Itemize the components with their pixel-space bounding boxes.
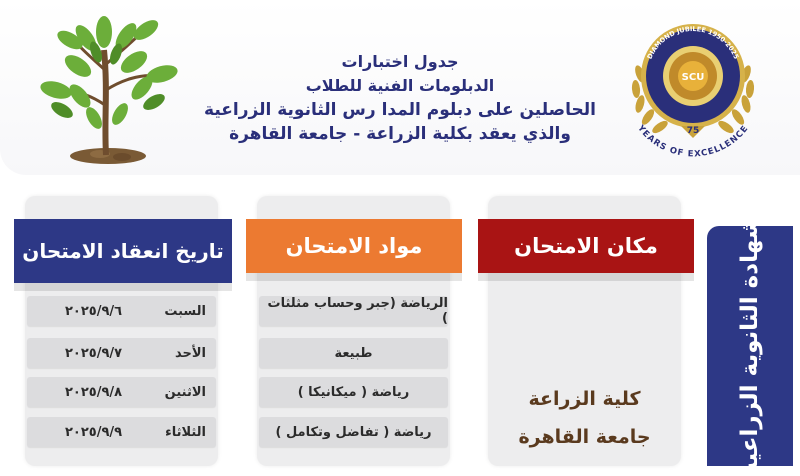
title-line-2: الدبلومات الفنية للطلاب bbox=[305, 76, 495, 95]
title-line-3: الحاصلين على دبلوم المدا رس الثانوية الزراعية bbox=[204, 100, 596, 120]
date-cell-day: الثلاثاء bbox=[165, 424, 206, 440]
date-cell-day: الاثنين bbox=[164, 384, 206, 400]
logo-tagline: YEARS OF EXCELLENCE bbox=[635, 123, 751, 160]
certificate-label-wrap bbox=[707, 216, 793, 476]
date-cell bbox=[27, 338, 216, 368]
date-cell bbox=[27, 417, 216, 447]
logo-center-text: SCU bbox=[681, 72, 705, 83]
date-cell-date: ٢٠٢٥/٩/٧ bbox=[65, 345, 123, 361]
date-cell-day: الأحد bbox=[174, 345, 206, 361]
exam-place-line-1: كلية الزراعة bbox=[528, 388, 641, 410]
subjects-column-header: مواد الامتحان bbox=[246, 219, 462, 273]
date-cell-day: السبت bbox=[164, 303, 206, 319]
date-cell-date: ٢٠٢٥/٩/٩ bbox=[65, 424, 123, 440]
logo-number: 75 bbox=[686, 126, 700, 136]
date-cell-date: ٢٠٢٥/٩/٨ bbox=[65, 384, 123, 400]
date-cell-date: ٢٠٢٥/٩/٦ bbox=[65, 303, 123, 319]
seedling-plant-icon bbox=[30, 10, 180, 170]
subject-cell: رياضة ( ميكانيكا ) bbox=[259, 377, 448, 407]
jubilee-logo bbox=[618, 14, 768, 164]
page-title bbox=[190, 50, 610, 146]
title-line-1: جدول اختبارات bbox=[341, 52, 459, 71]
place-column-header: مكان الامتحان bbox=[478, 219, 694, 273]
subject-cell: رياضة ( تفاضل وتكامل ) bbox=[259, 417, 448, 447]
certificate-label: شهادة الثانوية الزراعية bbox=[737, 216, 763, 476]
subject-cell: طبيعة bbox=[259, 338, 448, 368]
exam-place-line-2: جامعة القاهرة bbox=[518, 426, 651, 448]
logo-ring-text: DIAMOND JUBILEE 1950-2025 bbox=[645, 24, 741, 61]
title-line-4: والذي يعقد بكلية الزراعة - جامعة القاهرة bbox=[229, 124, 571, 144]
exam-place bbox=[488, 380, 681, 456]
date-cell bbox=[27, 296, 216, 326]
date-column-header: تاريخ انعقاد الامتحان bbox=[14, 219, 232, 283]
date-cell bbox=[27, 377, 216, 407]
subject-cell: الرياضة (جبر وحساب مثلثات ) bbox=[259, 296, 448, 326]
